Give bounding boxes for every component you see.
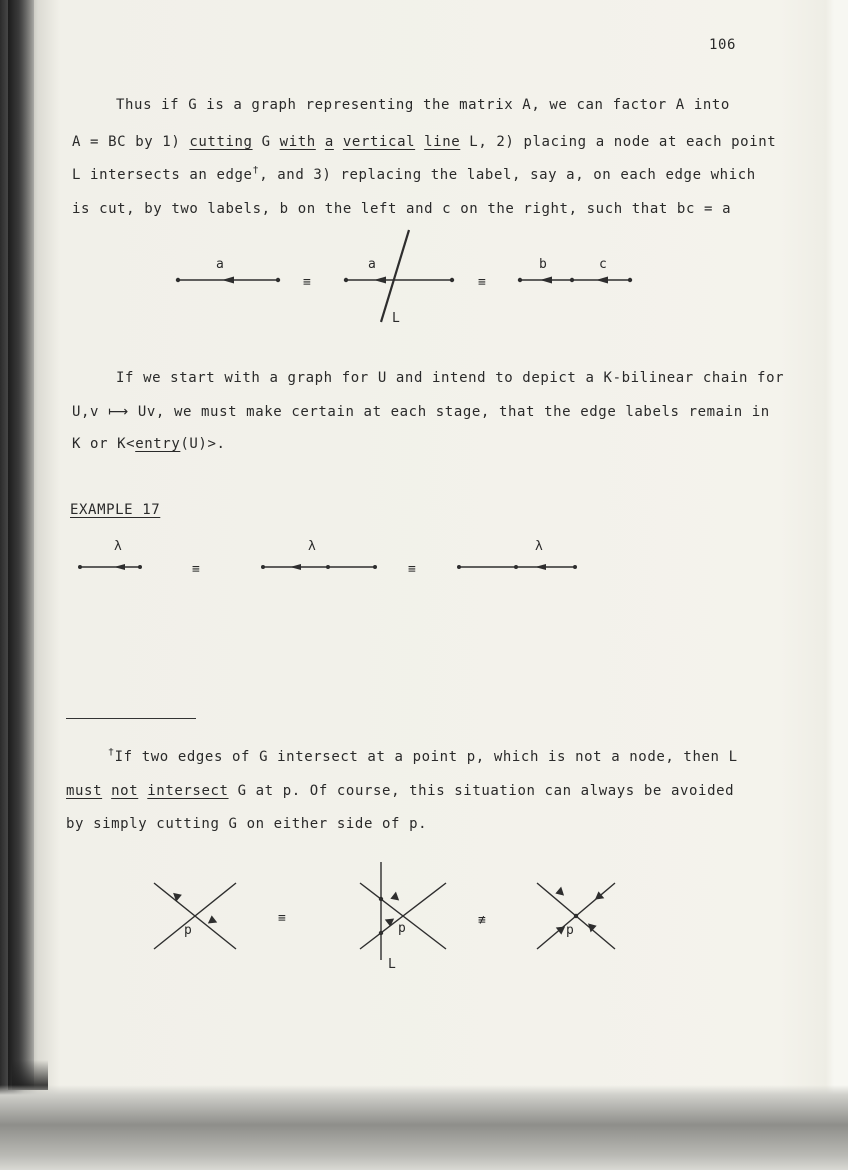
footnote-line1: †If two edges of G intersect at a point p, which is not a node, then L: [108, 747, 738, 765]
edge-arrow: [555, 887, 567, 899]
label-L-2: L: [388, 957, 396, 972]
not-equiv-sign: ≢: [478, 913, 486, 928]
footnote-dagger: †: [108, 747, 115, 758]
edge-arrow: [540, 277, 552, 284]
page-number: 106: [709, 37, 737, 53]
equiv-sign-5: ≡: [278, 911, 286, 926]
lambda-label-3: λ: [535, 539, 543, 554]
node: [138, 565, 142, 569]
paragraph1-line3: L intersects an edge†, and 3) replacing the label, say a, on each edge which: [72, 165, 756, 183]
node: [326, 565, 330, 569]
node: [570, 278, 574, 282]
bottom-scan-shadow: [0, 1085, 848, 1170]
example-heading: EXAMPLE 17: [70, 502, 161, 518]
node: [574, 914, 578, 918]
node: [373, 565, 377, 569]
edge-arrow: [374, 277, 386, 284]
node: [379, 931, 383, 935]
paragraph2-line2: U,v ⟼ Uv, we must make certain at each stage, that the edge labels remain in: [72, 404, 770, 420]
node: [450, 278, 454, 282]
edge-arrow: [290, 564, 301, 570]
paragraph1-line4: is cut, by two labels, b on the left and c on the right, such that bc = a: [72, 201, 732, 217]
edge-arrow: [222, 277, 234, 284]
figure-example-17: [0, 536, 848, 586]
cut-line-L: [381, 230, 409, 322]
node: [276, 278, 280, 282]
dagger-mark: †: [252, 165, 260, 176]
lambda-label-2: λ: [308, 539, 316, 554]
maps-to-arrow: ⟼: [108, 404, 129, 420]
node: [518, 278, 522, 282]
point-p-2: p: [398, 921, 406, 936]
paragraph2-line3: K or K<entry(U)>.: [72, 436, 226, 452]
edge-arrow: [170, 890, 182, 902]
node: [344, 278, 348, 282]
node: [514, 565, 518, 569]
equiv-sign-3: ≡: [192, 562, 200, 577]
paragraph2-line1: If we start with a graph for U and intend to depict a K-bilinear chain for: [116, 370, 785, 386]
label-L: L: [392, 311, 400, 326]
node: [78, 565, 82, 569]
edge-arrow: [114, 564, 125, 570]
node: [379, 897, 383, 901]
label-a1: a: [216, 257, 224, 272]
label-c: c: [599, 257, 607, 272]
figure-crossing: [0, 858, 848, 972]
edge-arrow: [535, 564, 546, 570]
equiv-sign-4: ≡: [408, 562, 416, 577]
figure-cut-edge: [0, 228, 848, 328]
footnote-line2: must not intersect G at p. Of course, this situation can always be avoided: [66, 783, 735, 799]
edge-arrow: [390, 892, 402, 904]
edge-arrow: [385, 915, 397, 927]
node: [573, 565, 577, 569]
label-a2: a: [368, 257, 376, 272]
footnote-rule: [66, 718, 196, 719]
paragraph1-line1: Thus if G is a graph representing the matrix A, we can factor A into: [116, 97, 730, 113]
equiv-sign-2: ≡: [478, 275, 486, 290]
node: [457, 565, 461, 569]
node: [261, 565, 265, 569]
paragraph1-line2: A = BC by 1) cutting G with a vertical line L, 2) placing a node at each point: [72, 134, 777, 150]
lambda-label-1: λ: [114, 539, 122, 554]
point-p-1: p: [184, 923, 192, 938]
label-b: b: [539, 257, 547, 272]
node: [176, 278, 180, 282]
point-p-3: p: [566, 923, 574, 938]
footnote-line3: by simply cutting G on either side of p.: [66, 816, 428, 832]
equiv-sign-1: ≡: [303, 275, 311, 290]
node: [628, 278, 632, 282]
edge-arrow: [585, 920, 597, 932]
edge-arrow: [596, 277, 608, 284]
